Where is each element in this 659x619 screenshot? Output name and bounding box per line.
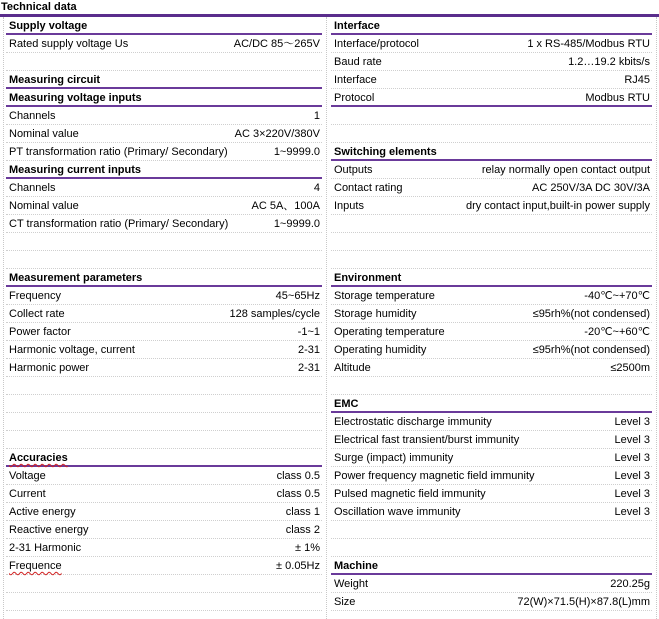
spec-label: Oscillation wave immunity: [334, 506, 461, 518]
spec-label: Storage humidity: [334, 308, 417, 320]
spec-row: [331, 197, 652, 215]
spec-row: [6, 197, 322, 215]
spec-label: Channels: [9, 110, 56, 122]
spec-label: Interface: [334, 74, 377, 86]
spec-label: Inputs: [334, 200, 364, 212]
section-title: Measurement parameters: [9, 272, 143, 284]
spec-row: [331, 431, 652, 449]
spec-value: RJ45: [624, 74, 650, 86]
grid-line: [3, 17, 4, 619]
spec-row: [6, 305, 322, 323]
section-title: Accuracies: [9, 452, 68, 464]
spec-label: Nominal value: [9, 200, 79, 212]
empty-row: [331, 215, 652, 233]
spec-label: Operating temperature: [334, 326, 445, 338]
spec-row: [6, 125, 322, 143]
empty-row: [331, 125, 652, 143]
spec-value: 45~65Hz: [275, 290, 320, 302]
spec-label: Collect rate: [9, 308, 65, 320]
spec-label: Current: [9, 488, 46, 500]
spec-row: [331, 359, 652, 377]
section-heading: [6, 71, 322, 89]
spec-row: [6, 143, 322, 161]
spec-label: Operating humidity: [334, 344, 427, 356]
spec-label: Surge (impact) immunity: [334, 452, 454, 464]
spec-value: relay normally open contact output: [481, 164, 650, 176]
empty-row: [331, 251, 652, 269]
spec-label: Power factor: [9, 326, 71, 338]
spec-label: Frequence: [9, 560, 62, 572]
empty-row: [331, 521, 652, 539]
section-heading: [6, 17, 322, 35]
spec-row: [6, 359, 322, 377]
spec-label: Active energy: [9, 506, 76, 518]
section-heading: [331, 143, 652, 161]
section-title: Environment: [334, 272, 402, 284]
spec-label: Pulsed magnetic field immunity: [334, 488, 486, 500]
spec-label: Rated supply voltage Us: [9, 38, 129, 50]
spec-label: Power frequency magnetic field immunity: [334, 470, 535, 482]
spec-value: -40℃~+70℃: [584, 290, 650, 302]
section-heading: [331, 17, 652, 35]
spec-label: Baud rate: [334, 56, 382, 68]
spec-label: Weight: [334, 578, 369, 590]
spec-value: 1.2…19.2 kbits/s: [568, 56, 650, 68]
spec-value: ± 1%: [295, 542, 320, 554]
spec-row: [6, 485, 322, 503]
spec-row: [6, 323, 322, 341]
spec-value: 4: [313, 182, 320, 194]
section-heading: [331, 395, 652, 413]
spec-value: class 0.5: [276, 470, 320, 482]
spec-value: Level 3: [614, 452, 650, 464]
spec-row: [6, 539, 322, 557]
spec-value: ± 0.05Hz: [276, 560, 320, 572]
section-heading: [6, 269, 322, 287]
spec-label: Voltage: [9, 470, 46, 482]
spec-value: ≤95rh%(not condensed): [532, 308, 650, 320]
section-title: EMC: [334, 398, 359, 410]
empty-row: [6, 233, 322, 251]
empty-row: [6, 575, 322, 593]
spec-value: Modbus RTU: [585, 92, 650, 104]
spec-label: Nominal value: [9, 128, 79, 140]
spec-value: Level 3: [614, 488, 650, 500]
spec-row: [6, 557, 322, 575]
spec-value: 1~9999.0: [273, 146, 320, 158]
spec-row: [6, 467, 322, 485]
spec-value: 128 samples/cycle: [229, 308, 320, 320]
empty-row: [6, 251, 322, 269]
spec-row: [331, 71, 652, 89]
spec-row: [6, 287, 322, 305]
spec-row: [6, 521, 322, 539]
spec-row: [331, 305, 652, 323]
spec-row: [331, 179, 652, 197]
section-heading: [6, 161, 322, 179]
spec-value: AC 5A、100A: [251, 200, 320, 212]
spec-label: Harmonic voltage, current: [9, 344, 135, 356]
spec-value: 1 x RS-485/Modbus RTU: [527, 38, 650, 50]
spec-label: Harmonic power: [9, 362, 90, 374]
spec-row: [331, 53, 652, 71]
section-title: Switching elements: [334, 146, 437, 158]
section-heading: [331, 269, 652, 287]
spec-label: Interface/protocol: [334, 38, 419, 50]
spec-label: Channels: [9, 182, 56, 194]
grid-line: [656, 17, 657, 619]
section-title: Interface: [334, 20, 380, 32]
spec-row: [331, 35, 652, 53]
spec-row: [331, 323, 652, 341]
spec-row: [331, 503, 652, 521]
empty-row: [6, 431, 322, 449]
spec-value: 72(W)×71.5(H)×87.8(L)mm: [517, 596, 650, 608]
spec-row: [331, 161, 652, 179]
section-heading: [6, 89, 322, 107]
section-title: Measuring voltage inputs: [9, 92, 142, 104]
spec-label: PT transformation ratio (Primary/ Secondary): [9, 146, 228, 158]
section-heading: [331, 557, 652, 575]
empty-row: [331, 377, 652, 395]
empty-row: [6, 53, 322, 71]
spec-value: class 0.5: [276, 488, 320, 500]
spec-value: AC 250V/3A DC 30V/3A: [531, 182, 650, 194]
empty-row: [331, 539, 652, 557]
spec-value: 1: [313, 110, 320, 122]
section-title: Supply voltage: [9, 20, 88, 32]
spec-row: [331, 287, 652, 305]
section-heading: [6, 449, 322, 467]
left-spec-column: [6, 17, 322, 611]
section-title: Measuring circuit: [9, 74, 101, 86]
spec-label: Reactive energy: [9, 524, 89, 536]
empty-row: [6, 395, 322, 413]
section-title: Measuring current inputs: [9, 164, 142, 176]
spec-value: class 1: [285, 506, 320, 518]
spec-value: 2-31: [297, 362, 320, 374]
empty-row: [6, 593, 322, 611]
spec-row: [6, 35, 322, 53]
spec-row: [331, 467, 652, 485]
empty-row: [331, 107, 652, 125]
spec-value: -20℃~+60℃: [584, 326, 650, 338]
spec-value: AC/DC 85～265V: [233, 38, 320, 50]
spec-row: [331, 575, 652, 593]
spec-label: Frequency: [9, 290, 61, 302]
spec-value: Level 3: [614, 416, 650, 428]
spec-label: CT transformation ratio (Primary/ Secondary): [9, 218, 229, 230]
spec-value: 220.25g: [610, 578, 650, 590]
spec-label: Protocol: [334, 92, 375, 104]
grid-line: [326, 17, 327, 619]
spec-label: Storage temperature: [334, 290, 435, 302]
spec-row: [331, 89, 652, 107]
spec-row: [6, 215, 322, 233]
spec-value: AC 3×220V/380V: [234, 128, 320, 140]
spec-value: dry contact input,built-in power supply: [465, 200, 650, 212]
spec-value: Level 3: [614, 506, 650, 518]
spec-value: class 2: [285, 524, 320, 536]
spec-label: Electrostatic discharge immunity: [334, 416, 492, 428]
spec-row: [6, 341, 322, 359]
spec-row: [6, 503, 322, 521]
spec-value: ≤95rh%(not condensed): [532, 344, 650, 356]
spec-row: [331, 341, 652, 359]
page-title: Technical data: [1, 1, 77, 13]
spec-value: Level 3: [614, 434, 650, 446]
empty-row: [6, 377, 322, 395]
spec-row: [331, 413, 652, 431]
spec-label: 2-31 Harmonic: [9, 542, 82, 554]
spec-value: Level 3: [614, 470, 650, 482]
empty-row: [6, 413, 322, 431]
spec-row: [6, 179, 322, 197]
section-title: Machine: [334, 560, 379, 572]
spec-label: Altitude: [334, 362, 371, 374]
spec-row: [331, 449, 652, 467]
spec-value: 1~9999.0: [273, 218, 320, 230]
spec-label: Electrical fast transient/burst immunity: [334, 434, 520, 446]
right-spec-column: [331, 17, 652, 611]
empty-row: [331, 233, 652, 251]
spec-row: [331, 593, 652, 611]
spec-row: [6, 107, 322, 125]
spec-value: ≤2500m: [610, 362, 650, 374]
spec-row: [331, 485, 652, 503]
spec-label: Outputs: [334, 164, 373, 176]
spec-value: 2-31: [297, 344, 320, 356]
spec-label: Size: [334, 596, 356, 608]
spec-value: -1~1: [297, 326, 320, 338]
spec-label: Contact rating: [334, 182, 403, 194]
